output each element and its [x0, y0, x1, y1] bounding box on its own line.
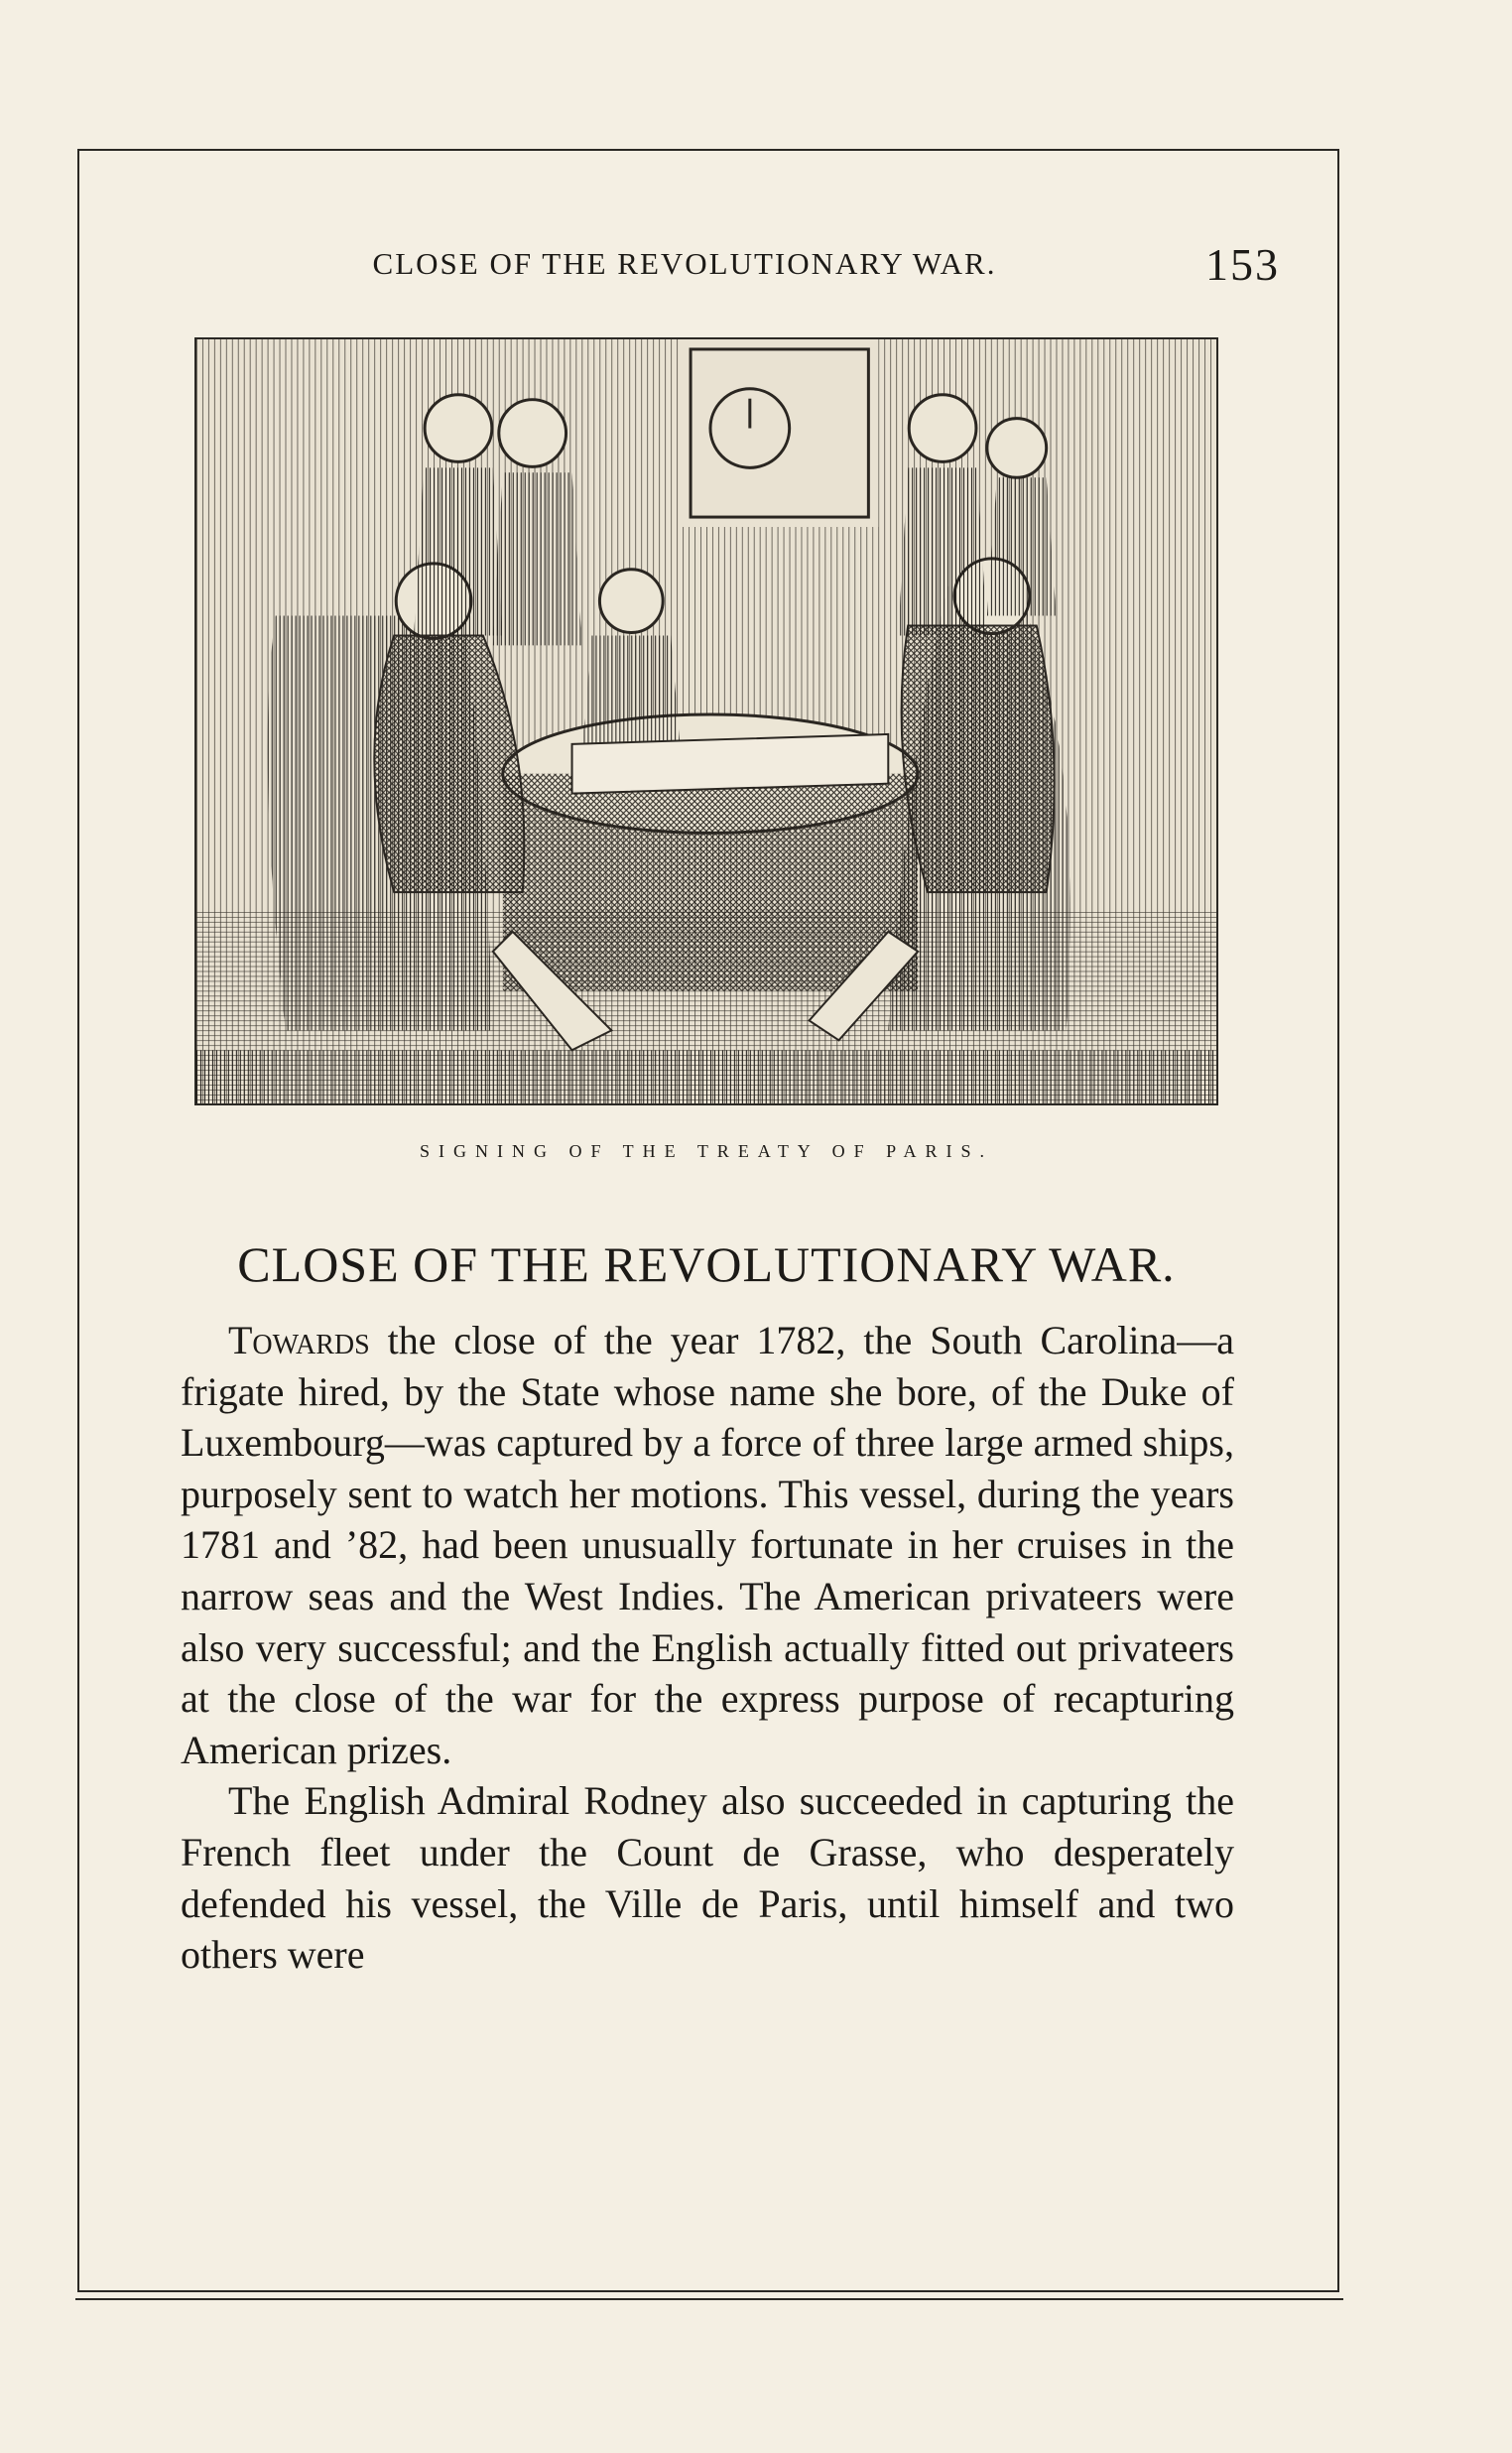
chapter-title: CLOSE OF THE REVOLUTIONARY WAR. — [237, 1236, 1176, 1292]
engraving-image — [196, 339, 1216, 1103]
paragraph — [181, 1315, 1234, 1775]
paragraph-text: the close of the year 1782, the South Carolina—a frigate hired, by the State whose name she bore, of the Duke of Luxembourg—was captured by a force of three large armed ships, purposely sent to watch her motions. This vessel, during the years 1781 and ’82, had been unusually fortunate in her cruises in the narrow seas and the West Indies. The American privateers were also very successful; and the English actually fitted out privateers at the close of the war for the express purpose of recapturing American prizes. — [181, 1318, 1234, 1772]
illustration-caption: SIGNING OF THE TREATY OF PARIS. — [419, 1141, 994, 1161]
paragraph — [181, 1775, 1234, 1980]
frame-rule — [75, 2298, 1343, 2300]
paragraph-text: The English Admiral Rodney also succeeded in capturing the French fleet under the Count de Grasse, who desperately defended his vessel, the Ville de Paris, until himself and two others were — [181, 1778, 1234, 1978]
running-head: CLOSE OF THE REVOLUTIONARY WAR. — [372, 246, 997, 281]
body-text — [181, 1315, 1234, 1981]
engraving-illustration — [194, 337, 1218, 1105]
paragraph-lead-word: Towards — [228, 1318, 370, 1362]
page-number: 153 — [1205, 239, 1280, 290]
